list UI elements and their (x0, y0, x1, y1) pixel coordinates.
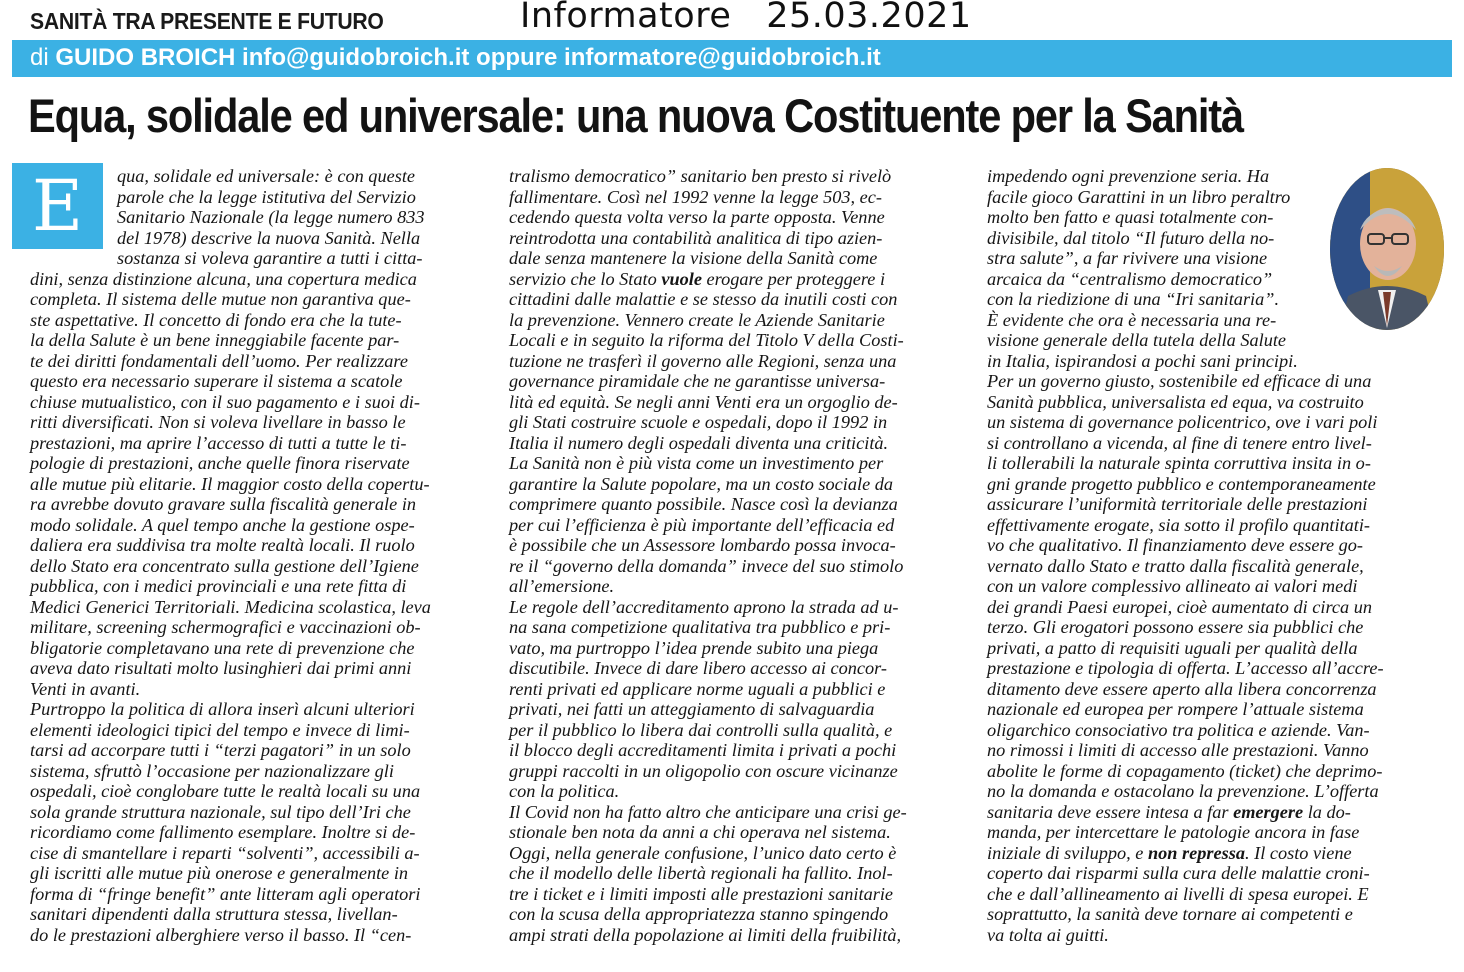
emphasis-text: vuole (661, 268, 702, 289)
text-line (987, 740, 1384, 761)
text-line (509, 412, 907, 433)
text-segment: fallimentare. Così nel 1992 venne la legge 503, ec- (509, 186, 882, 207)
article-headline: Equa, solidale ed universale: una nuova Costituente per la Sanità (28, 89, 1243, 142)
text-segment: con la scusa della appropriatezza stanno spingendo (509, 904, 889, 924)
text-segment: nazionale ed europea per rompere l’attuale sistema (987, 699, 1364, 719)
text-line: parole che la legge istitutiva del Servizio (117, 186, 416, 207)
text-line (509, 904, 907, 925)
text-line (987, 802, 1384, 823)
text-segment: reintrodotta una contabilità analitica di tipo azien- (509, 227, 883, 248)
text-segment: facile gioco Garattini in un libro peraltro (987, 186, 1291, 207)
text-line (509, 310, 907, 331)
text-line: questo era necessario superare il sistema a scatole (30, 371, 403, 391)
text-line: sostanza si voleva garantire a tutti i citta- (117, 248, 423, 268)
text-line (987, 371, 1384, 392)
byline-prefix: di (30, 44, 49, 71)
text-segment: no rimossi i limiti di accesso alle prestazioni. Vanno (987, 740, 1369, 760)
text-line (987, 269, 1384, 290)
text-line: forma di “fringe benefit” ante litteram agli operatori (30, 883, 421, 904)
text-segment: per cui l’efficienza è più importante dell’efficacia ed (509, 514, 895, 535)
text-segment: na sana competizione qualitativa tra pubblico e pri- (509, 617, 891, 637)
text-line: gli iscritti alle mutue più onerose e generalmente in (30, 863, 409, 883)
text-line: ste aspettative. Il concetto di fondo era che la tute- (30, 309, 402, 330)
text-line: daliera era suddivisa tra molte realtà locali. Il ruolo (30, 535, 415, 555)
text-line (987, 617, 1384, 638)
text-line (987, 925, 1384, 946)
text-segment: il blocco degli accreditamenti limita i privati a pochi (509, 740, 897, 760)
text-segment: servizio che lo Stato (509, 268, 662, 289)
text-segment: ditamento deve essere aperto alla libera concorrenza (987, 678, 1377, 699)
text-segment: Per un governo giusto, sostenibile ed efficace di una (987, 371, 1372, 391)
text-line: chiuse mutualistico, con il suo pagamento e i suoi di- (30, 391, 420, 412)
text-line (509, 843, 907, 864)
text-segment: privati, a patto di requisiti uguali per qualità della (987, 637, 1358, 658)
text-line: ra avrebbe dovuto gravare sulla fiscalità generale in (30, 494, 417, 514)
text-segment: lità ed equità. Se negli anni Venti era un orgoglio de- (509, 391, 898, 412)
text-line: qua, solidale ed universale: è con queste (117, 166, 416, 186)
text-line (509, 802, 907, 823)
text-line (987, 228, 1384, 249)
text-line (509, 187, 907, 208)
text-line (509, 371, 907, 392)
text-line (987, 515, 1384, 536)
text-segment: comprimere quanto possibile. Nasce così la devianza (509, 494, 898, 514)
text-segment: effettivamente erogate, sia sotto il profilo quantitati- (987, 514, 1371, 535)
text-segment: iniziale di sviluppo, e (987, 842, 1148, 863)
text-segment: un sistema di governance policentrico, ove i vari poli (987, 412, 1378, 432)
text-line: pubblica, con i medici provinciali e una rete fitta di (30, 576, 407, 596)
text-segment: stionale ben nota da anni a chi operava nel sistema. (509, 822, 891, 842)
text-segment: erogare per proteggere i (701, 268, 886, 289)
text-segment: tre i ticket e i limiti imposti alle prestazioni sanitarie (509, 883, 894, 904)
emphasis-text: non repressa (1147, 842, 1245, 863)
text-segment: vo che qualitativo. Il finanziamento deve essere go- (987, 535, 1364, 555)
text-line: ritti diversificati. Non si voleva livellare in basso le (30, 412, 406, 432)
text-line (509, 269, 907, 290)
text-segment: renti privati ed applicare norme uguali a pubblici e (509, 678, 886, 699)
text-line (509, 166, 907, 187)
text-segment: Italia il numero degli ospedali diventa una criticità. (509, 432, 889, 453)
text-line (987, 904, 1384, 925)
text-line (987, 699, 1384, 720)
text-line (509, 392, 907, 413)
text-line (509, 433, 907, 454)
text-segment: garantire la Salute popolare, ma un costo sociale da (509, 473, 894, 494)
text-line (987, 761, 1384, 782)
text-line: militare, screening schermografici e vaccinazioni ob- (30, 617, 421, 637)
text-line (987, 289, 1384, 310)
text-segment: gli Stati costruire scuole e ospedali, dopo il 1992 in (509, 412, 888, 432)
text-line (509, 884, 907, 905)
byline-author: GUIDO BROICH (55, 44, 236, 71)
text-line: sola grande struttura nazionale, sul tipo dell’Iri che (30, 801, 411, 822)
text-line: Purtroppo la politica di allora inserì alcuni ulteriori (30, 699, 415, 719)
text-segment: cittadini dalle malattie e se stesso da inutili costi con (509, 289, 898, 309)
text-line (509, 740, 907, 761)
text-segment: cedendo questa volta verso la parte opposta. Venne (509, 207, 885, 227)
text-line (987, 884, 1384, 905)
drop-cap: E (12, 163, 103, 249)
text-segment: prestazione e tipologia di offerta. L’accesso all’accre- (987, 658, 1384, 678)
text-line: tarsi ad accorpare tutti i “terzi pagatori” in un solo (30, 740, 411, 760)
text-segment: discutibile. Invece di dare libero accesso ai concor- (509, 658, 888, 678)
text-line (987, 453, 1384, 474)
text-segment: va tolta ai guitti. (987, 924, 1109, 945)
text-line (987, 822, 1384, 843)
text-segment: vato, ma purtroppo l’idea prende subito una piega (509, 637, 879, 658)
text-line: dini, senza distinzione alcuna, una copertura medica (30, 268, 417, 289)
text-segment: governance piramidale che ne garantisse universa- (509, 371, 886, 391)
text-segment: soprattutto, la sanità deve tornare ai competenti e (987, 904, 1353, 924)
text-segment: la do- (1303, 801, 1351, 822)
text-line: ricordiamo come fallimento esemplare. Inoltre si de- (30, 822, 416, 842)
text-line: prestazioni, ma aprire l’accesso di tutti a tutte le ti- (30, 432, 407, 453)
text-segment: . Il costo viene (1244, 842, 1352, 863)
text-line (987, 576, 1384, 597)
text-segment: la prevenzione. Vennero create le Aziende Sanitarie (509, 309, 885, 330)
text-segment: È evidente che ora è necessaria una re- (987, 309, 1277, 330)
author-portrait-icon (1330, 168, 1444, 330)
text-segment: tralismo democratico” sanitario ben presto si rivelò (509, 166, 892, 186)
article-column-1 (30, 166, 431, 945)
text-segment: abolite le forme di copagamento (ticket) che deprimo- (987, 760, 1383, 781)
text-line (509, 535, 907, 556)
text-segment: Locali e in seguito la riforma del Titolo V della Costi- (509, 330, 904, 350)
text-line: la della Salute è un bene inneggiabile facente par- (30, 330, 400, 350)
text-line (509, 330, 907, 351)
text-segment: ampi strati della popolazione ai limiti della fruibilità, (509, 924, 902, 945)
text-line (509, 494, 907, 515)
text-segment: si controllano a vicenda, al fine di tenere entro livel- (987, 432, 1372, 453)
text-line (987, 433, 1384, 454)
text-line: sanitari dipendenti dalla struttura stessa, livellan- (30, 904, 398, 924)
text-segment: manda, per intercettare le patologie ancora in fase (987, 822, 1360, 842)
text-segment: visione generale della tutela della Salute (987, 330, 1287, 350)
text-line (509, 761, 907, 782)
text-line (509, 617, 907, 638)
text-segment: gruppi raccolti in un oligopolio con oscure vicinanze (509, 760, 898, 781)
text-line (509, 576, 907, 597)
byline (30, 44, 881, 72)
text-line: Sanitario Nazionale (la legge numero 833 (117, 207, 425, 227)
text-line: alle mutue più elitarie. Il maggior costo della copertu- (30, 473, 430, 494)
text-segment: impedendo ogni prevenzione seria. Ha (987, 166, 1270, 186)
text-line (987, 351, 1384, 372)
text-segment: terzo. Gli erogatori possono essere sia pubblici che (987, 617, 1364, 637)
text-line (509, 474, 907, 495)
text-line (509, 679, 907, 700)
publication-date-masthead: Informatore 25.03.2021 (520, 0, 972, 36)
text-line (987, 597, 1384, 618)
text-line (987, 658, 1384, 679)
text-segment: Le regole dell’accreditamento aprono la strada ad u- (509, 596, 899, 617)
text-line (509, 289, 907, 310)
text-segment: è possibile che un Assessore lombardo possa invoca- (509, 535, 896, 555)
text-line (987, 310, 1384, 331)
text-line (987, 187, 1384, 208)
byline-contact: info@guidobroich.it oppure informatore@guidobroich.it (242, 44, 881, 71)
text-line: cise di smantellare i reparti “solventi”, accessibili a- (30, 842, 420, 863)
text-line (987, 679, 1384, 700)
text-segment: coperto dai risparmi sulla cura delle malattie croni- (987, 863, 1370, 883)
text-line (987, 248, 1384, 269)
text-segment: sanitaria deve essere intesa a far (987, 801, 1234, 822)
text-segment: che il modello delle libertà regionali ha fallito. Inol- (509, 863, 893, 883)
text-segment: arcaica da “centralismo democratico” (987, 268, 1273, 289)
byline-bar (12, 40, 1452, 77)
text-segment: Sanità pubblica, universalista ed equa, va costruito (987, 391, 1364, 412)
text-segment: per il pubblico lo libera dai controlli sulla qualità, e (509, 719, 893, 740)
text-segment: Oggi, nella generale confusione, l’unico dato certo è (509, 842, 897, 863)
text-segment: Il Covid non ha fatto altro che anticipare una crisi ge- (509, 801, 907, 822)
text-segment: divisibile, dal titolo “Il futuro della no- (987, 227, 1275, 248)
text-segment: La Sanità non è più vista come un investimento per (509, 453, 884, 473)
text-line (509, 925, 907, 946)
text-segment: vernato dallo Stato e tratto dalla fiscalità generale, (987, 555, 1364, 576)
text-segment: che e dall’allineamento ai livelli di spesa europei. E (987, 883, 1369, 904)
author-photo (1330, 168, 1444, 330)
text-line: completa. Il sistema delle mutue non garantiva que- (30, 289, 411, 309)
text-line: elementi ideologici tipici del tempo e invece di limi- (30, 719, 410, 740)
section-kicker: SANITÀ TRA PRESENTE E FUTURO (30, 8, 384, 34)
text-line (509, 720, 907, 741)
text-line (987, 720, 1384, 741)
text-segment: con un valore complessivo allineato ai valori medi (987, 576, 1358, 596)
text-line (509, 597, 907, 618)
text-line: dello Stato era concentrato sulla gestione dell’Igiene (30, 555, 419, 576)
text-line (987, 556, 1384, 577)
text-line (509, 228, 907, 249)
text-segment: gni grande progetto pubblico e contemporaneamente (987, 473, 1376, 494)
text-line: do le prestazioni alberghiere verso il basso. Il “cen- (30, 924, 412, 945)
text-line (509, 515, 907, 536)
text-line (987, 494, 1384, 515)
text-line: del 1978) descrive la nuova Sanità. Nella (117, 227, 421, 248)
text-segment: stra salute”, a far rivivere una visione (987, 248, 1268, 268)
text-line (987, 330, 1384, 351)
emphasis-text: emergere (1233, 801, 1304, 822)
text-segment: dei grandi Paesi europei, cioè aumentato di circa un (987, 596, 1373, 617)
text-line (987, 392, 1384, 413)
text-line (509, 207, 907, 228)
text-segment: assicurare l’uniformità territoriale delle prestazioni (987, 494, 1368, 514)
text-line (509, 822, 907, 843)
text-line: Medici Generici Territoriali. Medicina scolastica, leva (30, 596, 431, 617)
text-line: sistema, sfruttò l’occasione per nazionalizzare gli (30, 760, 394, 781)
text-segment: in Italia, ispirandosi a pochi sani principi. (987, 350, 1298, 371)
text-line (509, 453, 907, 474)
text-line: aveva dato risultati molto lusinghieri dai primi anni (30, 658, 412, 678)
text-line: Venti in avanti. (30, 678, 141, 699)
text-segment: li tollerabili la naturale spinta corruttiva insita in o- (987, 453, 1371, 473)
text-line (987, 781, 1384, 802)
text-line (987, 843, 1384, 864)
text-line (509, 781, 907, 802)
text-segment: all’emersione. (509, 576, 615, 596)
text-segment: dale senza mantenere la visione della Sanità come (509, 248, 878, 268)
text-line (509, 658, 907, 679)
text-line: pologie di prestazioni, anche quelle finora riservate (30, 453, 410, 473)
text-line (509, 699, 907, 720)
article-column-2 (509, 166, 907, 945)
text-line (509, 351, 907, 372)
text-segment: oligarchico consociativo tra politica e aziende. Van- (987, 719, 1370, 740)
text-segment: molto ben fatto e quasi totalmente con- (987, 207, 1274, 227)
text-segment: no la domanda e ostacolano la prevenzione. L’offerta (987, 781, 1379, 801)
text-line (509, 638, 907, 659)
text-line (987, 863, 1384, 884)
text-line (987, 474, 1384, 495)
text-segment: con la politica. (509, 781, 620, 801)
text-segment: re il “governo della domanda” invece del suo stimolo (509, 555, 904, 576)
text-line (987, 535, 1384, 556)
text-line: ospedali, cioè conglobare tutte le realtà locali su una (30, 781, 421, 801)
text-line (987, 207, 1384, 228)
article-column-3 (987, 166, 1384, 945)
text-line (987, 166, 1384, 187)
text-line (509, 556, 907, 577)
text-segment: con la riedizione di una “Iri sanitaria”. (987, 289, 1280, 309)
text-line (987, 638, 1384, 659)
text-line (987, 412, 1384, 433)
text-line: te dei diritti fondamentali dell’uomo. Per realizzare (30, 350, 408, 371)
text-segment: privati, nei fatti un atteggiamento di salvaguardia (509, 699, 875, 719)
text-line (509, 248, 907, 269)
text-line: bligatorie completavano una rete di prevenzione che (30, 637, 415, 658)
text-line: modo solidale. A quel tempo anche la gestione ospe- (30, 514, 415, 535)
text-segment: tuzione ne trasferì il governo alle Regioni, senza una (509, 350, 897, 371)
text-line (509, 863, 907, 884)
